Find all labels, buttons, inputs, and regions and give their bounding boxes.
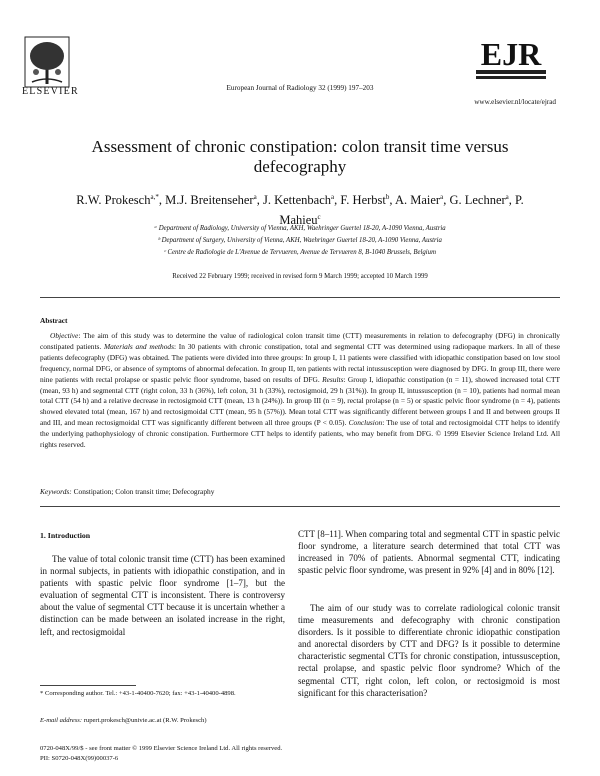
pii-line: PII: S0720-048X(99)00037-6 <box>40 755 119 762</box>
methods-label: Materials and methods <box>104 341 174 351</box>
conclusion-label: Conclusion <box>348 418 383 428</box>
intro-paragraph-1: The value of total colonic transit time (CTT) has been examined in normal subjects, in patients with idiopathic constipation, and in patients with spastic pelvic floor syndrome [1–7], but the evaluation of segmental CTT is inconsistent. There is controversy about the value of segmental CTT because it is uncertain whether a distinction can be made between an isolated increase in the right, left, and rectosigmoidal <box>40 554 285 637</box>
conclusion-text: : The use of total and rectosigmoidal CTT helps to identify the underlying pathophysiology of chronic constipation. Furthermore CTT helps to identify patients, who may benefit from DFG. © 1999 Elsevier Science Ireland Ltd. All rights reserved. <box>40 418 560 450</box>
journal-logo <box>468 36 554 84</box>
corresponding-author-note: * Corresponding author. Tel.: +43-1-40400-7620; fax: +43-1-40400-4898. <box>40 690 236 697</box>
author-name: M.J. Breitenseher <box>165 193 254 208</box>
author-affiliation-marker: a <box>505 193 509 201</box>
keywords-text: Constipation; Colon transit time; Defecography <box>71 487 215 496</box>
author-email <box>40 717 285 724</box>
journal-citation: European Journal of Radiology 32 (1999) 197–203 <box>226 84 374 92</box>
results-text: : Group I, idiopathic constipation (n = 11), showed increased total CTT (mean, 93 h) and segmental CTT (right colon, 33 h (36%), left colon, 31 h (33%), rectosigmoid, 29 h (31%)). In group II, intussusception (n = 10), patients had normal mean total CTT (54 h) and a relative decrease in rectosigmoid CTT (mean, 13 h (24%)). In group III (n = 9), rectal prolapse (n = 5) or spastic pelvic floor syndrome (n = 4), patients showed elevated total (mean, 167 h) and rectosigmoidal CTT (mean, 95 h (57%)). Mean total CTT was significantly different between groups I and II and between groups II and III, and mean rectosigmoidal CTT was significantly different between all three groups (P < 0.05). <box>40 374 560 428</box>
publisher-name: ELSEVIER <box>22 86 79 97</box>
affiliation-c: ᶜ Centre de Radiologie de L'Avenue de Tervueren, Avenue de Tervueren 8, B-1040 Brussels, Belgium <box>164 249 436 256</box>
intro-paragraph-2: CTT [8–11]. When comparing total and segmental CTT in spastic pelvic floor syndrome, a literature search determined that total CTT was increased in 70% of patients. Abnormal segmental CTT, indicating spastic pelvic floor syndrome, was present in 92% [4] and in 80% [12]. <box>298 529 560 576</box>
keywords <box>40 487 214 496</box>
objective-label: Objective <box>50 331 79 340</box>
author-affiliation-marker: a <box>440 193 444 201</box>
results-label: Results <box>322 374 344 384</box>
elsevier-tree-logo <box>24 36 70 88</box>
author-name: R.W. Prokesch <box>76 193 151 208</box>
author-name: G. Lechner <box>449 193 506 208</box>
article-title: Assessment of chronic constipation: colon transit time versus defecography <box>91 137 509 176</box>
footnote-divider <box>40 685 136 686</box>
author-affiliation-marker: a,* <box>150 193 159 201</box>
abstract-divider <box>40 506 560 507</box>
objective-text: : The aim of this study was to determine the value of radiological colon transit time (CTT) measurements in relation to defecography (DFG) in chronically constipated patients. <box>40 331 560 351</box>
email-address[interactable]: rupert.prokesch@univie.ac.at (R.W. Prokesch) <box>82 717 207 724</box>
author-name: P. Mahieu <box>279 193 524 228</box>
author-name: F. Herbst <box>340 193 386 208</box>
author-affiliation-marker: b <box>385 193 390 201</box>
author-affiliation-marker: a <box>331 193 335 201</box>
received-dates: Received 22 February 1999; received in revised form 9 March 1999; accepted 10 March 1999 <box>172 273 428 280</box>
author-affiliation-marker: c <box>317 213 321 222</box>
abstract-heading: Abstract <box>40 316 68 325</box>
top-divider <box>40 297 560 298</box>
keywords-label: Keywords: <box>40 487 72 496</box>
author-name: A. Maier <box>394 193 441 208</box>
author-list: R.W. Prokesch$^{a,*}$, M.J. Breitenseher$^a$, J. Kettenbach$^a$, F. Herbst$^b$, A. Maier$^a$, G. Lechner$^a$, P. Mahieu$^c$ <box>76 193 524 228</box>
author-name: J. Kettenbach <box>262 193 331 208</box>
methods-text: : In 30 patients with chronic constipation, total and segmental CTT was determined using radiopaque markers. In all of these patients defecography (DFG) was obtained. The patients were divided into three groups: In group I, 11 patients were classified with idiopathic constipation based on low stool frequency, normal DFG, or absence of symptoms of abnormal defecation. In group II, ten patients with rectal intussusception were diagnosed by DFG. In group III, there were nine patients with rectal prolapse or spastic pelvic floor syndrome, based on results of DFG. <box>40 341 560 384</box>
email-label: E-mail address: <box>40 717 83 724</box>
affiliation-b: ᵇ Department of Surgery, University of Vienna, AKH, Waehringer Guertel 18-20, A-1090 Vienna, Austria <box>158 237 442 244</box>
intro-paragraph-3: The aim of our study was to correlate radiological colonic transit time measurements and defecography with chronic constipation disorders. Is it possible to differentiate chronic idiopathic constipation and anorectal disorders by CTT and DFG? Is it possible to determine characteristic segmental CTTs for chronic constipation, intussusception, rectal prolapse, and spastic pelvic floor syndrome? Which of the segmental CTT, right colon, left colon, or rectosigmoid is most significant for this characterisation? <box>298 603 560 698</box>
affiliation-a: ᵃ Department of Radiology, University of Vienna, AKH, Waehringer Guertel 18-20, A-1090 Vienna, Austria <box>154 225 446 232</box>
journal-logo-text: EJR <box>480 36 542 72</box>
section-heading: 1. Introduction <box>40 531 91 540</box>
journal-url[interactable]: www.elsevier.nl/locate/ejrad <box>474 98 556 106</box>
abstract-body <box>40 331 560 451</box>
copyright-line: 0720-048X/99/$ - see front matter © 1999 Elsevier Science Ireland Ltd. All rights reserved. <box>40 745 283 752</box>
author-affiliation-marker: a <box>253 193 257 201</box>
